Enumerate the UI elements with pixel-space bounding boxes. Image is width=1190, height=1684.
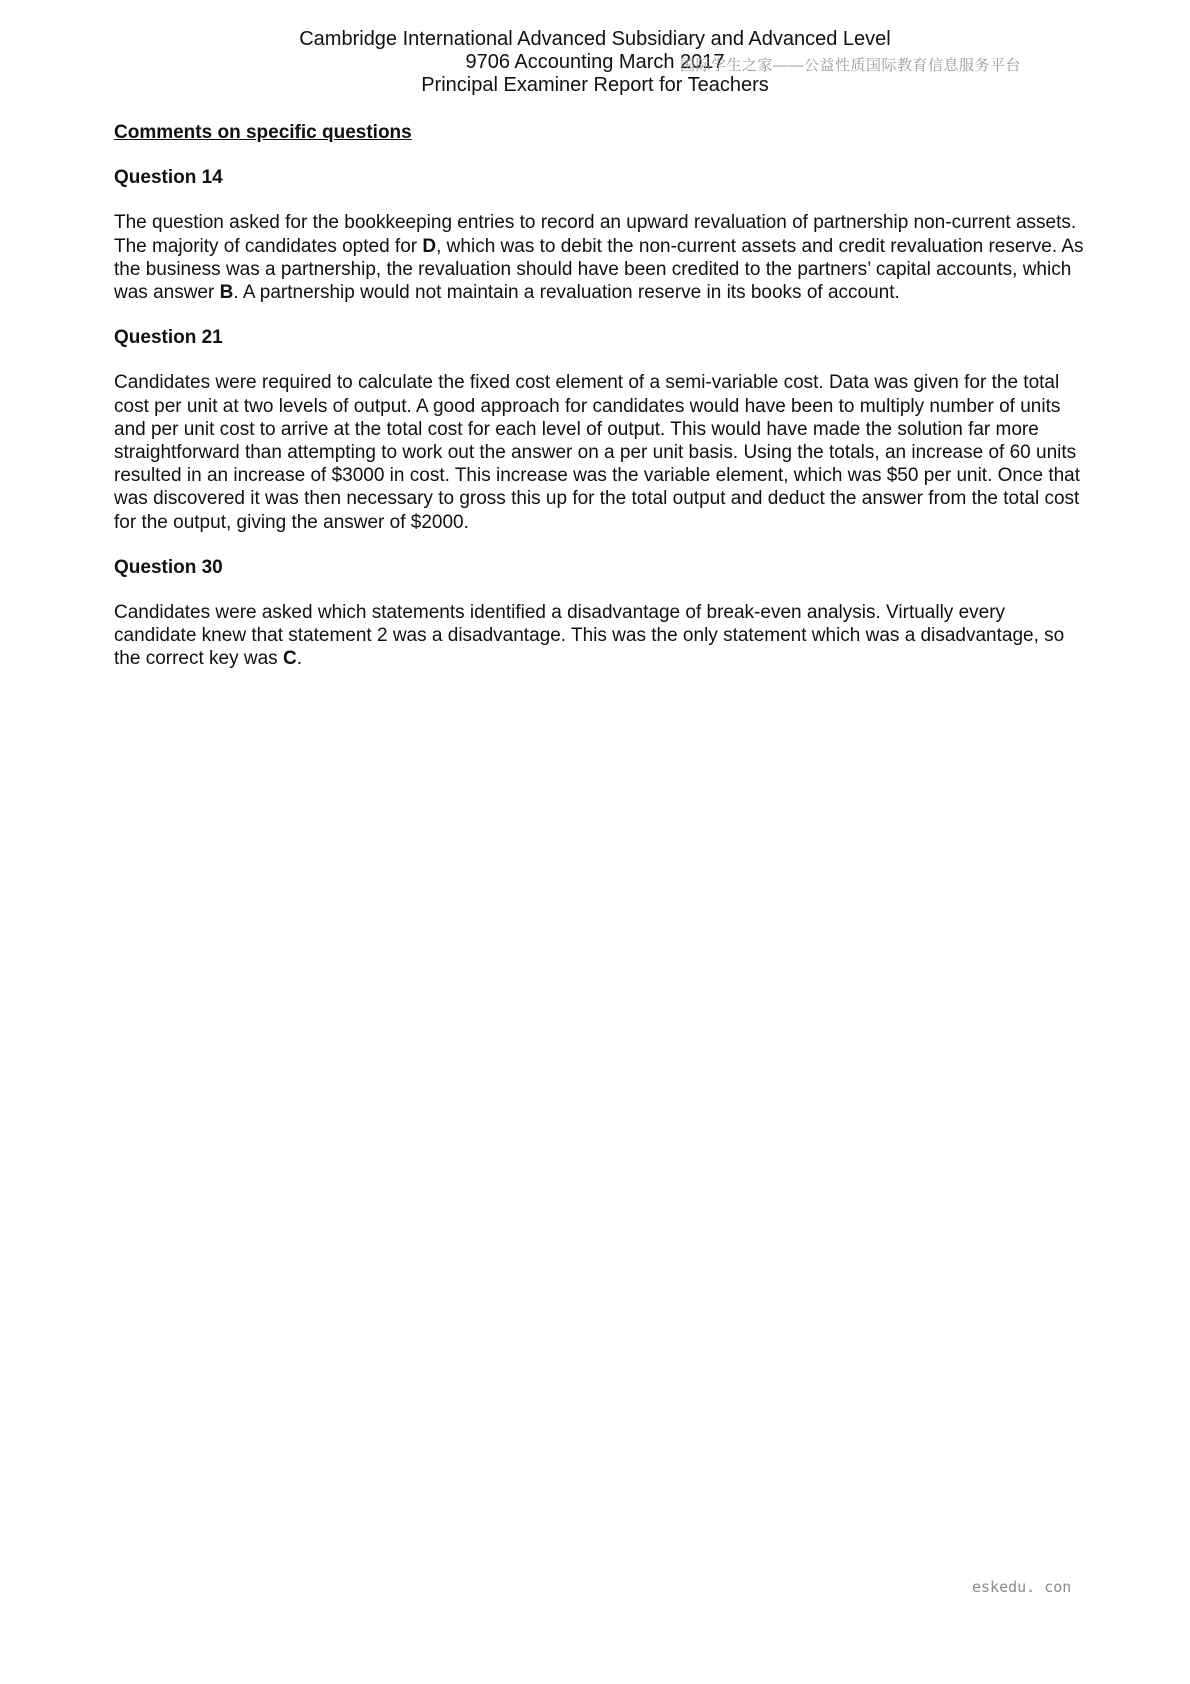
question-title: Question 30 [114, 556, 223, 578]
paragraph-text: Candidates were required to calculate the fixed cost element of a semi-variable cost. Data was given for the total cost per unit at two levels of output. A good approach for candidates would have been to multiply number of units and per unit cost to arrive at the total cost for each level of output. This would have made the solution far more straightforward than attempting to work out the answer on a per unit basis. Using the totals, an increase of 60 units resulted in an increase of $3000 in cost. This increase was the variable element, which was $50 per unit. Once that was discovered it was then necessary to gross this up for the total output and deduct the answer from the total cost for the output, giving the answer of $2000. [114, 372, 1081, 533]
answer-key: B [219, 282, 234, 304]
watermark-top: 国际学生之家——公益性质国际教育信息服务平台 [680, 57, 1022, 74]
section-heading: Comments on specific questions [114, 122, 412, 143]
paragraph-text: . A partnership would not maintain a revaluation reserve in its books of account. [233, 282, 900, 304]
header-title: Cambridge International Advanced Subsidiary and Advanced Level [299, 28, 891, 50]
watermark-bottom: eskedu. con [972, 1578, 1072, 1596]
report-body [114, 121, 1089, 693]
answer-key: C [282, 648, 297, 670]
paragraph-text: . [296, 648, 302, 670]
question-title: Question 21 [114, 327, 223, 349]
header-report-type: Principal Examiner Report for Teachers [421, 74, 769, 96]
paragraph-text: The question asked for the bookkeeping entries to record an upward revaluation of partnership non-current assets. The majority of candidates opted for [114, 212, 1077, 257]
answer-key: D [422, 235, 437, 257]
question-paragraph [114, 211, 1089, 304]
paragraph-text: , which was to debit the non-current assets and credit revaluation reserve. As the business was a partnership, the revaluation should have been credited to the partners’ capital accounts, which was answer [114, 235, 1084, 304]
header-subject: 9706 Accounting March 2017 [465, 51, 725, 73]
question-paragraph [114, 371, 1089, 533]
question-paragraph [114, 601, 1089, 671]
question-title: Question 14 [114, 167, 223, 189]
paragraph-text: Candidates were asked which statements identified a disadvantage of break-even analysis. Virtually every candidate knew that statement 2 was a disadvantage. This was the only statement which was a disadvantage, so the correct key was [114, 602, 1065, 670]
